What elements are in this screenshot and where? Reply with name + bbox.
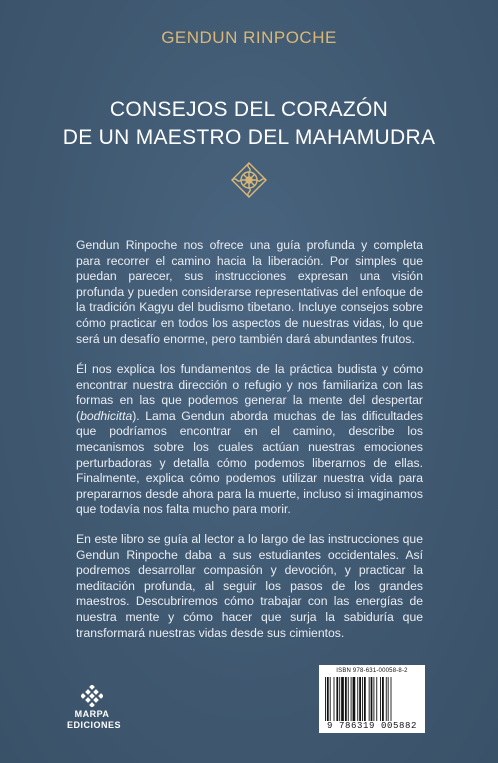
endless-knot-icon: [81, 685, 103, 707]
paragraph-2-text-b: ). Lama Gendun aborda muchas de las dificultades que podríamos encontrar en el camino, describe los mecanismos sobre los cuales actúan nuestras emociones perturbadoras y detalla cómo podemos liberarnos de ellas. Finalmente, explica cómo podemos utilizar nuestra vida para prepararnos desde ahora para la muerte, incluso si imaginamos que todavía nos falta mucho para morir.: [76, 408, 423, 517]
title-line-1: CONSEJOS DEL CORAZÓN: [109, 98, 389, 121]
author-name: GENDUN RINPOCHE: [161, 28, 337, 47]
description-paragraph-1: Gendun Rinpoche nos ofrece una guía profunda y completa para recorrer el camino hacia la liberación. Por simples que puedan parecer, sus instrucciones expresan una visión profunda y pueden considerarse representativas del enfoque de la tradición Kagyu del budismo tibetano. Incluye consejos sobre cómo practicar en todos los aspectos de nuestras vidas, lo que será un desafío enorme, pero también dará abundantes frutos.: [76, 238, 423, 346]
barcode-bars: [323, 677, 421, 721]
dharma-wheel-icon: [229, 160, 269, 200]
book-title: [0, 96, 498, 152]
barcode: [319, 665, 425, 733]
publisher-logo: [67, 685, 167, 745]
description-paragraph-2: [76, 362, 423, 518]
paragraph-2-emphasis: bodhicitta: [80, 408, 133, 423]
paragraph-2-text-a: Él nos explica los fundamentos de la práctica budista y cómo encontrar nuestra dirección o refugio y nos familiariza con las formas en las que podemos generar la mente del despertar (: [76, 362, 423, 423]
title-line-2: DE UN MAESTRO DEL MAHAMUDRA: [62, 126, 436, 149]
barcode-digits: 9 786319 005882: [326, 721, 417, 731]
publisher-name: MARPA: [74, 709, 110, 719]
isbn-label: ISBN 978-631-00058-8-2: [336, 668, 408, 674]
description-paragraph-3: En este libro se guía al lector a lo largo de las instrucciones que Gendun Rinpoche daba a sus estudiantes occidentales. Así podremos desarrollar compasión y devoción, y practicar la meditación profunda, al seguir los pasos de los grandes maestros. Descubriremos cómo trabajar con las energías de nuestra mente y cómo hacer que surja la sabiduría que transformará nuestras vidas desde sus cimientos.: [76, 532, 423, 640]
publisher-subtitle: EDICIONES: [67, 720, 122, 730]
